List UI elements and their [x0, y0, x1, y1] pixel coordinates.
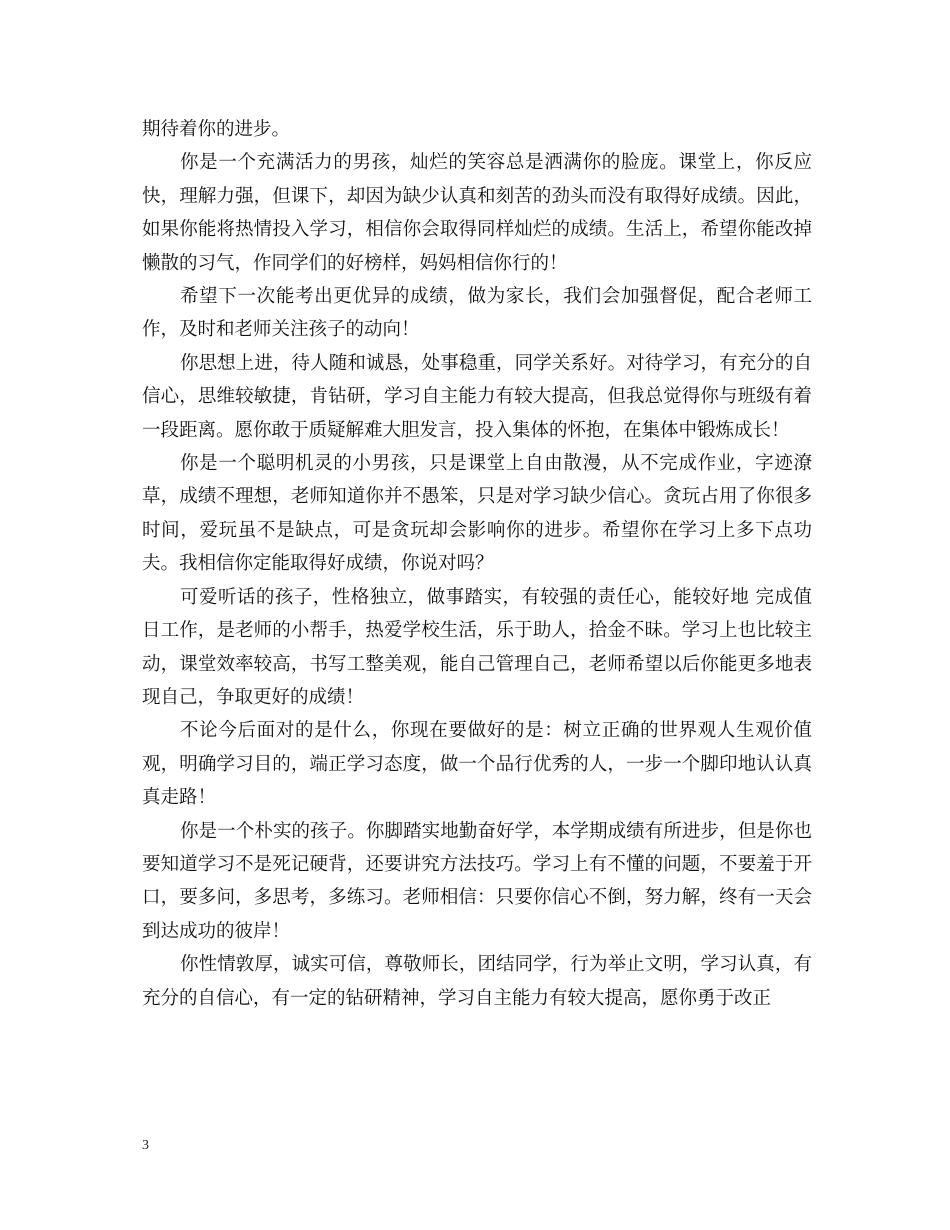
- paragraph-1: 期待着你的进步。: [142, 119, 291, 140]
- paragraph-2: 你是一个充满活力的男孩，灿烂的笑容总是洒满你的脸庞。课堂上，你反应快，理解力强，但课下，却因为缺少认真和刻苦的劲头而没有取得好成绩。因此，如果你能将热情投入学习，相信你会取得同样灿烂的成绩。生活上，希望你能改掉懒散的习气，作同学们的好榜样，妈妈相信你行的！: [142, 152, 812, 274]
- document-body: [142, 113, 812, 1015]
- paragraph-7: 不论今后面对的是什么，你现在要做好的是：树立正确的世界观人生观价值观，明确学习目的，端正学习态度，做一个品行优秀的人，一步一个脚印地认认真真走路！: [142, 720, 812, 809]
- paragraph-9: 你性情敦厚，诚实可信，尊敬师长，团结同学，行为举止文明，学习认真，有充分的自信心，有一定的钻研精神，学习自主能力有较大提高，愿你勇于改正: [142, 954, 812, 1009]
- paragraph-5: 你是一个聪明机灵的小男孩，只是课堂上自由散漫，从不完成作业，字迹潦草，成绩不理想，老师知道你并不愚笨，只是对学习缺少信心。贪玩占用了你很多时间，爱玩虽不是缺点，可是贪玩却会影响你的进步。希望你在学习上多下点功夫。我相信你定能取得好成绩，你说对吗？: [142, 453, 812, 575]
- paragraph-8: 你是一个朴实的孩子。你脚踏实地勤奋好学，本学期成绩有所进步，但是你也要知道学习不是死记硬背，还要讲究方法技巧。学习上有不懂的问题，不要羞于开口，要多问，多思考，多练习。老师相信：只要你信心不倒，努力解，终有一天会到达成功的彼岸！: [142, 820, 812, 942]
- paragraph-3: 希望下一次能考出更优异的成绩，做为家长，我们会加强督促，配合老师工作，及时和老师关注孩子的动向！: [142, 286, 812, 341]
- page-number: 3: [142, 1138, 149, 1153]
- paragraph-4: 你思想上进，待人随和诚恳，处事稳重，同学关系好。对待学习，有充分的自信心，思维较敏捷，肯钻研，学习自主能力有较大提高，但我总觉得你与班级有着一段距离。愿你敢于质疑解难大胆发言，投入集体的怀抱，在集体中锻炼成长！: [142, 352, 812, 441]
- paragraph-6: 可爱听话的孩子，性格独立，做事踏实，有较强的责任心，能较好地 完成值日工作，是老师的小帮手，热爱学校生活，乐于助人，拾金不昧。学习上也比较主动，课堂效率较高，书写工整美观，能自己管理自己，老师希望以后你能更多地表现自己，争取更好的成绩！: [142, 586, 812, 708]
